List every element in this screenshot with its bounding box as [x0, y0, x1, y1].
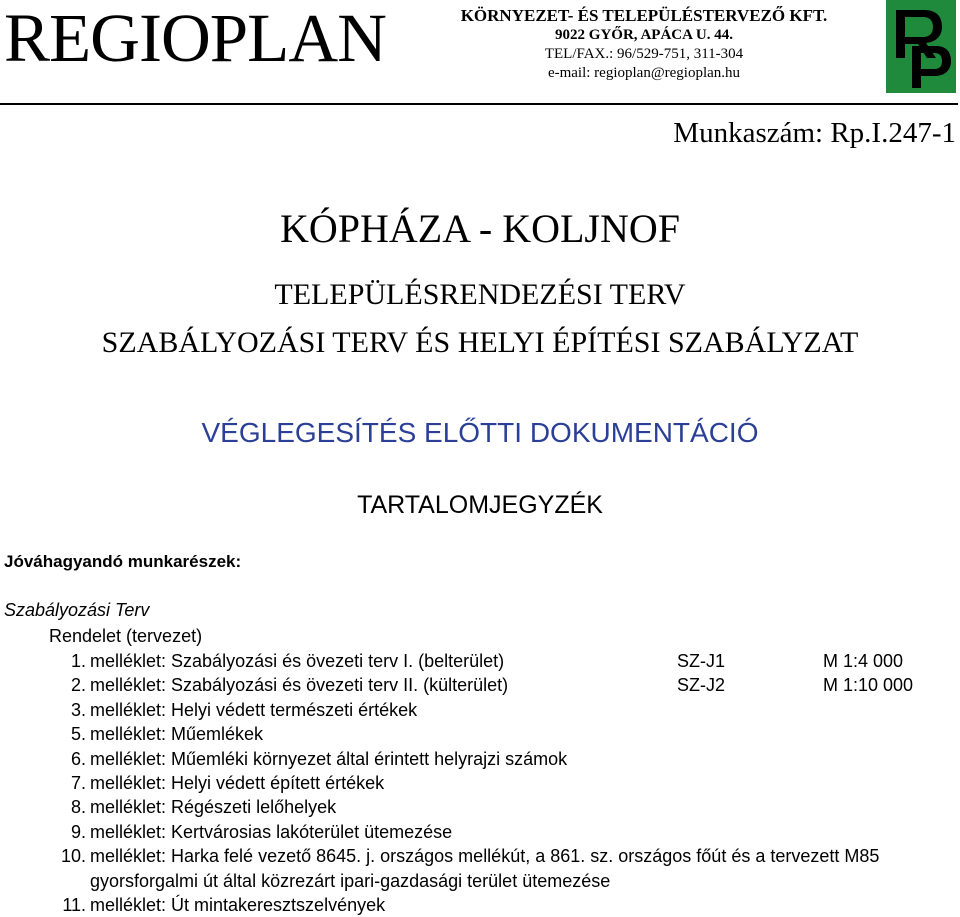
toc-item-number: 1. [70, 651, 86, 671]
toc-item-scale: M 1:4 000 [823, 651, 904, 671]
regioplan-logo [886, 0, 956, 93]
toc-item-text: gyorsforgalmi út által közrezárt ipari-gazdasági terület ütemezése [90, 870, 611, 891]
toc-item-text: melléklet: Műemléki környezet által érintett helyrajzi számok [90, 748, 568, 769]
toc-heading: TARTALOMJEGYZÉK [357, 491, 603, 519]
toc-item-text: melléklet: Szabályozási és övezeti terv I. (belterület) [90, 651, 505, 671]
toc-item-number: 7. [70, 773, 86, 793]
toc-item-number: 3. [70, 699, 86, 720]
toc-item-number: 6. [70, 748, 86, 769]
toc-item-number: 2. [70, 675, 86, 696]
plan-title: TELEPÜLÉSRENDEZÉSI TERV [274, 278, 686, 311]
work-number: Munkaszám: Rp.I.247-1 [673, 117, 956, 149]
toc-item-number: 5. [70, 724, 86, 745]
toc-item-text: melléklet: Szabályozási és övezeti terv II. (külterület) [90, 675, 509, 696]
toc-item-scale: M 1:10 000 [823, 675, 914, 696]
header-divider [0, 103, 958, 105]
approved-parts-heading: Jóváhagyandó munkarészek: [4, 552, 242, 571]
company-email: e-mail: regioplan@regioplan.hu [547, 65, 741, 81]
company-info [444, 6, 844, 83]
toc-item-text: melléklet: Helyi védett épített értékek [90, 773, 385, 793]
toc-item-number: 11. [62, 895, 86, 915]
plan-subtitle: SZABÁLYOZÁSI TERV ÉS HELYI ÉPÍTÉSI SZABÁLYZAT [101, 326, 859, 359]
toc-item-number: 9. [70, 821, 86, 842]
company-address: 9022 GYŐR, APÁCA U. 44. [555, 27, 733, 43]
decree-item: Rendelet (tervezet) [49, 626, 203, 646]
toc-item-number: 8. [70, 797, 86, 818]
toc-item-text: melléklet: Helyi védett természeti értékek [90, 699, 418, 720]
toc-item-number: 10. [60, 846, 86, 867]
toc-item-text: melléklet: Műemlékek [90, 724, 264, 745]
place-title: KÓPHÁZA - KOLJNOF [279, 206, 681, 251]
brand-name: REGIOPLAN [4, 0, 386, 76]
toc-item-text: melléklet: Út mintakeresztszelvények [90, 895, 386, 915]
section-title: Szabályozási Terv [4, 600, 150, 620]
company-name: KÖRNYEZET- ÉS TELEPÜLÉSTERVEZŐ KFT. [460, 6, 828, 25]
toc-item-text: melléklet: Régészeti lelőhelyek [90, 797, 337, 818]
toc-item-text: melléklet: Harka felé vezető 8645. j. országos mellékút, a 861. sz. országos főút és a tervezett M85 [90, 846, 880, 867]
toc-item-code: SZ-J1 [677, 651, 726, 671]
toc-item-text: melléklet: Kertvárosias lakóterület ütemezése [90, 821, 453, 842]
toc-item-code: SZ-J2 [677, 675, 726, 696]
company-phone: TEL/FAX.: 96/529-751, 311-304 [544, 46, 744, 62]
document-status: VÉGLEGESÍTÉS ELŐTTI DOKUMENTÁCIÓ [201, 417, 759, 448]
